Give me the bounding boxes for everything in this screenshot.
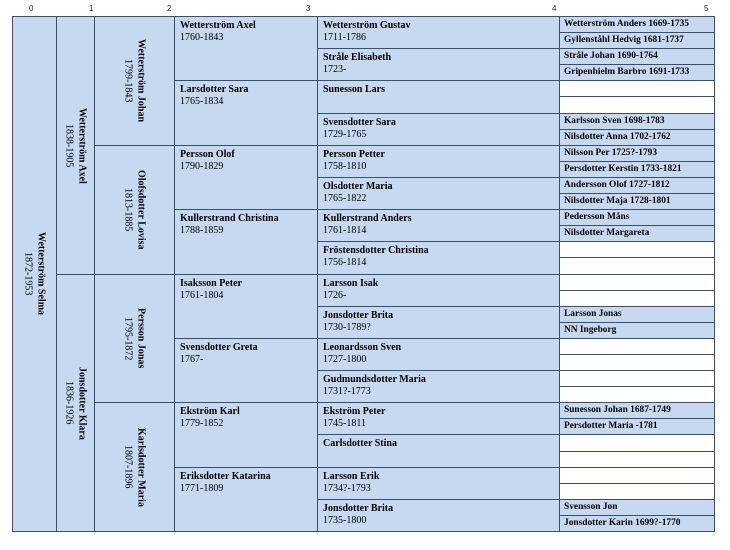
gen6-person-14 bbox=[559, 241, 715, 258]
gen2-person-0 bbox=[56, 16, 95, 275]
person-years: 1726- bbox=[323, 290, 347, 301]
person-years: 1872-1953 bbox=[22, 252, 34, 296]
person-years: 1779-1852 bbox=[180, 418, 224, 429]
gen6-person-19: NN Ingeborg bbox=[559, 322, 715, 339]
column-number-3: 3 bbox=[306, 4, 311, 13]
gen5-person-7 bbox=[317, 241, 560, 275]
person-years: 1765-1834 bbox=[180, 96, 224, 107]
person-name: Wetterström Axel bbox=[180, 20, 256, 31]
person-years: 1731?-1773 bbox=[323, 386, 371, 397]
column-number-0: 0 bbox=[29, 4, 34, 13]
person-name: Wetterström Gustav bbox=[323, 20, 411, 31]
person-years: 1838-1905 bbox=[63, 123, 75, 168]
person-years: 1761-1804 bbox=[180, 290, 224, 301]
gen6-person-4 bbox=[559, 80, 715, 97]
person-name: Olofsdotter Lovisa bbox=[135, 170, 147, 250]
gen5-person-10 bbox=[317, 338, 560, 371]
gen4-person-1 bbox=[174, 80, 318, 146]
gen6-person-9: Persdotter Kerstin 1733-1821 bbox=[559, 161, 715, 178]
person-label bbox=[63, 108, 89, 184]
person-name: Olsdotter Maria bbox=[323, 181, 393, 192]
gen6-person-7: Nilsdotter Anna 1702-1762 bbox=[559, 129, 715, 146]
gen5-person-5 bbox=[317, 177, 560, 210]
person-label bbox=[122, 170, 148, 250]
person-name: Larsdotter Sara bbox=[180, 84, 249, 95]
gen6-person-10: Andersson Olof 1727-1812 bbox=[559, 177, 715, 194]
person-name: Jonsdotter Brita bbox=[323, 310, 394, 321]
column-number-5: 5 bbox=[704, 4, 709, 13]
person-name: Larsson Isak bbox=[323, 278, 379, 289]
gen5-person-9 bbox=[317, 306, 560, 339]
gen2-person-1 bbox=[56, 274, 95, 532]
gen5-person-0 bbox=[317, 16, 560, 49]
gen6-person-28 bbox=[559, 467, 715, 484]
gen5-person-4 bbox=[317, 145, 560, 178]
person-years: 1758-1810 bbox=[323, 161, 367, 172]
person-years: 1836-1926 bbox=[63, 381, 75, 425]
person-name: Kullerstrand Christina bbox=[180, 213, 279, 224]
person-name: Gudmundsdotter Maria bbox=[323, 374, 426, 385]
gen6-person-8: Nilsson Per 1725?-1793 bbox=[559, 145, 715, 162]
person-name: Karlsdotter Maria bbox=[135, 427, 147, 507]
person-name: Sunesson Lars bbox=[323, 84, 385, 95]
gen4-person-2 bbox=[174, 145, 318, 210]
column-number-1: 1 bbox=[89, 4, 94, 13]
person-years: 1765-1822 bbox=[323, 193, 367, 204]
gen3-person-0 bbox=[94, 16, 175, 146]
gen5-person-15 bbox=[317, 499, 560, 532]
gen6-person-2: Stråle Johan 1690-1764 bbox=[559, 48, 715, 65]
person-label bbox=[122, 39, 148, 122]
gen4-person-5 bbox=[174, 338, 318, 403]
person-name: Wetterström Axel bbox=[76, 107, 88, 184]
gen6-person-21 bbox=[559, 354, 715, 371]
gen3-person-3 bbox=[94, 402, 175, 532]
gen5-person-14 bbox=[317, 467, 560, 500]
gen5-person-1 bbox=[317, 48, 560, 81]
gen5-person-12 bbox=[317, 402, 560, 435]
column-number-2: 2 bbox=[167, 4, 172, 13]
person-years: 1795-1872 bbox=[122, 316, 134, 361]
gen5-person-11 bbox=[317, 370, 560, 403]
person-name: Stråle Elisabeth bbox=[323, 52, 392, 63]
column-number-4: 4 bbox=[552, 4, 557, 13]
person-years: 1711-1786 bbox=[323, 32, 366, 43]
person-name: Jonsdotter Klara bbox=[76, 366, 88, 440]
person-years: 1723- bbox=[323, 64, 347, 75]
person-years: 1807-1896 bbox=[122, 445, 134, 489]
person-years: 1727-1800 bbox=[323, 354, 367, 365]
person-name: Svensdotter Sara bbox=[323, 117, 396, 128]
person-years: 1745-1811 bbox=[323, 418, 366, 429]
person-years: 1730-1789? bbox=[323, 322, 371, 333]
gen6-person-16 bbox=[559, 274, 715, 291]
person-years: 1729-1765 bbox=[323, 129, 367, 140]
person-name: Persson Petter bbox=[323, 149, 385, 160]
gen4-person-6 bbox=[174, 402, 318, 468]
gen6-person-23 bbox=[559, 386, 715, 403]
gen6-person-6: Karlsson Sven 1698-1783 bbox=[559, 113, 715, 130]
gen6-person-18: Larsson Jonas bbox=[559, 306, 715, 323]
gen3-person-1 bbox=[94, 145, 175, 275]
gen6-person-12: Pedersson Måns bbox=[559, 209, 715, 226]
gen6-person-1: Gyllenståhl Hedvig 1681-1737 bbox=[559, 32, 715, 49]
person-label bbox=[122, 308, 148, 368]
person-name: Fröstensdotter Christina bbox=[323, 245, 429, 256]
gen6-person-20 bbox=[559, 338, 715, 355]
person-years: 1735-1800 bbox=[323, 515, 367, 526]
person-years: 1799-1843 bbox=[122, 59, 134, 103]
person-name: Ekström Karl bbox=[180, 406, 240, 417]
gen6-person-17 bbox=[559, 290, 715, 307]
person-name: Persson Jonas bbox=[135, 308, 147, 369]
person-label bbox=[63, 367, 89, 440]
person-name: Isaksson Peter bbox=[180, 278, 242, 289]
gen6-person-29 bbox=[559, 483, 715, 500]
person-name: Ekström Peter bbox=[323, 406, 386, 417]
gen5-person-13 bbox=[317, 434, 560, 468]
gen5-person-2 bbox=[317, 80, 560, 114]
gen6-person-13: Nilsdotter Margareta bbox=[559, 225, 715, 242]
gen6-person-26 bbox=[559, 434, 715, 452]
person-name: Leonardsson Sven bbox=[323, 342, 402, 353]
gen6-person-31: Jonsdotter Karin 1699?-1770 bbox=[559, 515, 715, 532]
person-name: Jonsdotter Brita bbox=[323, 503, 394, 514]
gen6-person-25: Persdotter Maria -1781 bbox=[559, 418, 715, 435]
gen6-person-30: Svensson Jon bbox=[559, 499, 715, 516]
person-years: 1756-1814 bbox=[323, 257, 367, 268]
person-years: 1734?-1793 bbox=[323, 483, 371, 494]
person-years: 1790-1829 bbox=[180, 161, 224, 172]
gen5-person-8 bbox=[317, 274, 560, 307]
person-years: 1760-1843 bbox=[180, 32, 224, 43]
gen6-person-0: Wetterström Anders 1669-1735 bbox=[559, 16, 715, 33]
person-name: Svensdotter Greta bbox=[180, 342, 258, 353]
person-years: 1813-1885 bbox=[122, 188, 134, 232]
gen6-person-11: Nilsdotter Maja 1728-1801 bbox=[559, 193, 715, 210]
gen6-person-22 bbox=[559, 370, 715, 387]
person-years: 1771-1809 bbox=[180, 483, 224, 494]
gen6-person-5 bbox=[559, 96, 715, 114]
person-name: Larsson Erik bbox=[323, 471, 380, 482]
gen4-person-4 bbox=[174, 274, 318, 339]
person-name: Persson Olof bbox=[180, 149, 235, 160]
person-label bbox=[22, 232, 48, 315]
person-name: Wetterström Johan bbox=[135, 39, 147, 123]
gen4-person-3 bbox=[174, 209, 318, 275]
person-years: 1767- bbox=[180, 354, 204, 365]
gen1-person-0 bbox=[12, 16, 57, 532]
person-years: 1761-1814 bbox=[323, 225, 367, 236]
gen5-person-6 bbox=[317, 209, 560, 242]
person-name: Eriksdotter Katarina bbox=[180, 471, 271, 482]
gen6-person-27 bbox=[559, 451, 715, 468]
gen6-person-3: Gripenhielm Barbro 1691-1733 bbox=[559, 64, 715, 81]
gen5-person-3 bbox=[317, 113, 560, 146]
gen4-person-0 bbox=[174, 16, 318, 81]
pedigree-chart bbox=[12, 16, 714, 531]
gen4-person-7 bbox=[174, 467, 318, 532]
person-label bbox=[122, 428, 148, 507]
person-name: Kullerstrand Anders bbox=[323, 213, 412, 224]
person-name: Wetterström Selma bbox=[35, 232, 47, 316]
gen6-person-15 bbox=[559, 257, 715, 275]
person-name: Carlsdotter Stina bbox=[323, 438, 397, 449]
gen3-person-2 bbox=[94, 274, 175, 403]
person-years: 1788-1859 bbox=[180, 225, 224, 236]
gen6-person-24: Sunesson Johan 1687-1749 bbox=[559, 402, 715, 419]
